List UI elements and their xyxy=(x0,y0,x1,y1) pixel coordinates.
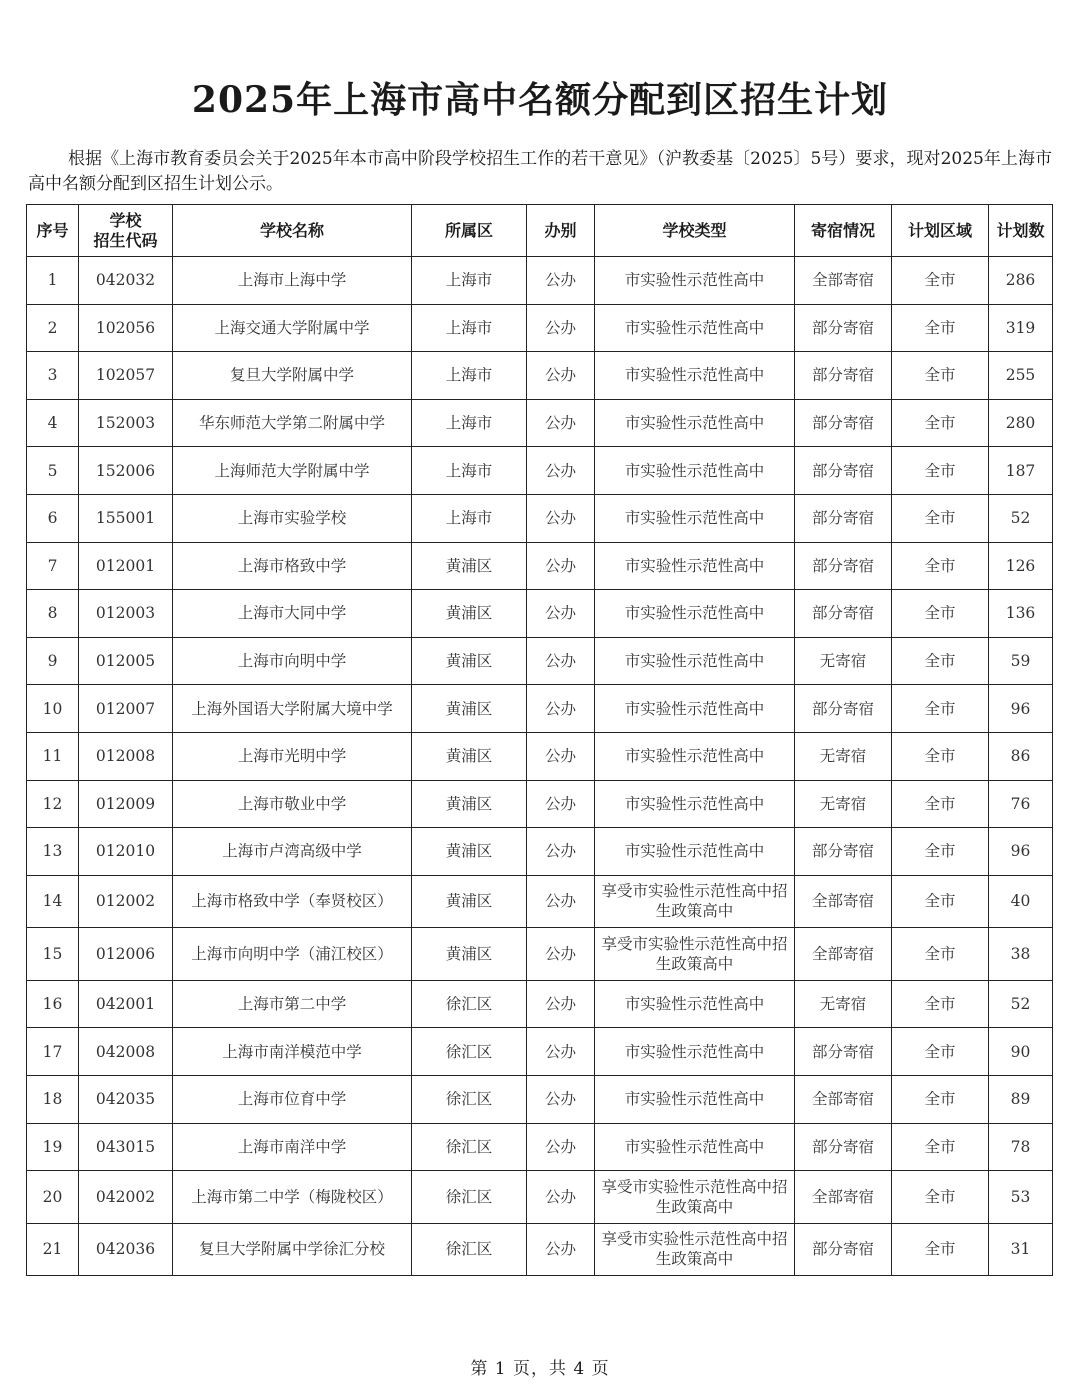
cell-code: 043015 xyxy=(79,1123,173,1171)
cell-plan-count: 255 xyxy=(989,352,1053,400)
cell-plan-area: 全市 xyxy=(892,637,989,685)
cell-plan-count: 59 xyxy=(989,637,1053,685)
table-row xyxy=(27,780,1053,828)
cell-school-type: 享受市实验性示范性高中招生政策高中 xyxy=(595,875,795,928)
table-row xyxy=(27,494,1053,542)
cell-boarding: 部分寄宿 xyxy=(795,828,892,876)
cell-plan-count: 76 xyxy=(989,780,1053,828)
cell-boarding: 部分寄宿 xyxy=(795,590,892,638)
cell-code: 042008 xyxy=(79,1028,173,1076)
cell-boarding: 全部寄宿 xyxy=(795,928,892,981)
header-code-line1: 学校 xyxy=(109,210,142,230)
cell-school-type: 市实验性示范性高中 xyxy=(595,828,795,876)
cell-school-name: 华东师范大学第二附属中学 xyxy=(173,399,412,447)
cell-code: 042036 xyxy=(79,1223,173,1276)
cell-seq: 1 xyxy=(27,257,79,305)
cell-school-type: 市实验性示范性高中 xyxy=(595,980,795,1028)
cell-ownership: 公办 xyxy=(527,1028,595,1076)
cell-code: 042001 xyxy=(79,980,173,1028)
cell-plan-count: 187 xyxy=(989,447,1053,495)
cell-code: 042032 xyxy=(79,257,173,305)
cell-boarding: 部分寄宿 xyxy=(795,1223,892,1276)
cell-school-type: 市实验性示范性高中 xyxy=(595,257,795,305)
header-code xyxy=(79,205,173,257)
cell-boarding: 全部寄宿 xyxy=(795,1171,892,1224)
cell-plan-count: 40 xyxy=(989,875,1053,928)
cell-school-type: 市实验性示范性高中 xyxy=(595,1028,795,1076)
cell-plan-count: 90 xyxy=(989,1028,1053,1076)
cell-plan-count: 280 xyxy=(989,399,1053,447)
cell-school-name: 上海市大同中学 xyxy=(173,590,412,638)
cell-seq: 14 xyxy=(27,875,79,928)
cell-ownership: 公办 xyxy=(527,399,595,447)
cell-school-name: 上海市位育中学 xyxy=(173,1075,412,1123)
cell-school-name: 复旦大学附属中学 xyxy=(173,352,412,400)
cell-seq: 11 xyxy=(27,732,79,780)
cell-school-name: 复旦大学附属中学徐汇分校 xyxy=(173,1223,412,1276)
cell-school-type: 市实验性示范性高中 xyxy=(595,732,795,780)
cell-plan-area: 全市 xyxy=(892,399,989,447)
cell-district: 黄浦区 xyxy=(412,590,527,638)
cell-seq: 21 xyxy=(27,1223,79,1276)
cell-ownership: 公办 xyxy=(527,1171,595,1224)
cell-code: 012010 xyxy=(79,828,173,876)
header-count: 计划数 xyxy=(989,205,1053,257)
cell-plan-count: 53 xyxy=(989,1171,1053,1224)
cell-school-name: 上海市敬业中学 xyxy=(173,780,412,828)
cell-boarding: 部分寄宿 xyxy=(795,304,892,352)
table-row xyxy=(27,1123,1053,1171)
cell-district: 徐汇区 xyxy=(412,1171,527,1224)
cell-seq: 16 xyxy=(27,980,79,1028)
cell-plan-count: 96 xyxy=(989,828,1053,876)
table-row xyxy=(27,980,1053,1028)
cell-ownership: 公办 xyxy=(527,494,595,542)
table-row xyxy=(27,928,1053,981)
cell-school-type: 市实验性示范性高中 xyxy=(595,1123,795,1171)
cell-code: 152003 xyxy=(79,399,173,447)
cell-code: 012006 xyxy=(79,928,173,981)
cell-boarding: 部分寄宿 xyxy=(795,685,892,733)
cell-seq: 7 xyxy=(27,542,79,590)
cell-ownership: 公办 xyxy=(527,875,595,928)
cell-ownership: 公办 xyxy=(527,928,595,981)
cell-boarding: 部分寄宿 xyxy=(795,352,892,400)
cell-seq: 4 xyxy=(27,399,79,447)
cell-plan-area: 全市 xyxy=(892,304,989,352)
cell-plan-count: 31 xyxy=(989,1223,1053,1276)
cell-ownership: 公办 xyxy=(527,685,595,733)
cell-code: 012005 xyxy=(79,637,173,685)
header-district: 所属区 xyxy=(412,205,527,257)
cell-ownership: 公办 xyxy=(527,1123,595,1171)
cell-plan-count: 78 xyxy=(989,1123,1053,1171)
cell-seq: 12 xyxy=(27,780,79,828)
document-title: 2025年上海市高中名额分配到区招生计划 xyxy=(191,79,889,121)
table-row xyxy=(27,828,1053,876)
cell-plan-area: 全市 xyxy=(892,1223,989,1276)
cell-school-name: 上海市第二中学 xyxy=(173,980,412,1028)
cell-district: 徐汇区 xyxy=(412,1223,527,1276)
cell-plan-count: 286 xyxy=(989,257,1053,305)
cell-ownership: 公办 xyxy=(527,447,595,495)
cell-code: 102057 xyxy=(79,352,173,400)
cell-ownership: 公办 xyxy=(527,637,595,685)
cell-seq: 5 xyxy=(27,447,79,495)
cell-boarding: 部分寄宿 xyxy=(795,542,892,590)
cell-school-type: 市实验性示范性高中 xyxy=(595,352,795,400)
cell-school-name: 上海外国语大学附属大境中学 xyxy=(173,685,412,733)
cell-district: 黄浦区 xyxy=(412,780,527,828)
cell-boarding: 全部寄宿 xyxy=(795,257,892,305)
table-header-row xyxy=(27,205,1053,257)
cell-school-type: 市实验性示范性高中 xyxy=(595,590,795,638)
page-footer: 第 1 页，共 4 页 xyxy=(470,1359,610,1379)
cell-seq: 13 xyxy=(27,828,79,876)
cell-school-type: 市实验性示范性高中 xyxy=(595,304,795,352)
cell-ownership: 公办 xyxy=(527,828,595,876)
cell-seq: 8 xyxy=(27,590,79,638)
header-ownership: 办别 xyxy=(527,205,595,257)
cell-school-name: 上海市南洋模范中学 xyxy=(173,1028,412,1076)
cell-code: 012002 xyxy=(79,875,173,928)
table-row xyxy=(27,447,1053,495)
cell-school-type: 市实验性示范性高中 xyxy=(595,637,795,685)
cell-district: 黄浦区 xyxy=(412,637,527,685)
cell-plan-area: 全市 xyxy=(892,542,989,590)
cell-plan-area: 全市 xyxy=(892,590,989,638)
table-row xyxy=(27,542,1053,590)
cell-plan-count: 86 xyxy=(989,732,1053,780)
table-row xyxy=(27,875,1053,928)
cell-school-type: 市实验性示范性高中 xyxy=(595,494,795,542)
cell-seq: 2 xyxy=(27,304,79,352)
cell-plan-area: 全市 xyxy=(892,980,989,1028)
cell-district: 黄浦区 xyxy=(412,542,527,590)
cell-school-name: 上海市实验学校 xyxy=(173,494,412,542)
cell-plan-area: 全市 xyxy=(892,1123,989,1171)
table-row xyxy=(27,1075,1053,1123)
cell-code: 042002 xyxy=(79,1171,173,1224)
cell-plan-area: 全市 xyxy=(892,447,989,495)
cell-school-name: 上海市向明中学（浦江校区） xyxy=(173,928,412,981)
table-row xyxy=(27,732,1053,780)
header-code-line2: 招生代码 xyxy=(93,230,158,250)
cell-boarding: 部分寄宿 xyxy=(795,1028,892,1076)
cell-boarding: 部分寄宿 xyxy=(795,1123,892,1171)
cell-district: 黄浦区 xyxy=(412,732,527,780)
cell-seq: 20 xyxy=(27,1171,79,1224)
cell-ownership: 公办 xyxy=(527,780,595,828)
cell-district: 徐汇区 xyxy=(412,1075,527,1123)
cell-seq: 10 xyxy=(27,685,79,733)
table-row xyxy=(27,399,1053,447)
cell-district: 黄浦区 xyxy=(412,928,527,981)
cell-ownership: 公办 xyxy=(527,590,595,638)
table-row xyxy=(27,1223,1053,1276)
table-row xyxy=(27,1028,1053,1076)
intro-paragraph: 根据《上海市教育委员会关于2025年本市高中阶段学校招生工作的若干意见》（沪教委基〔2025〕5号）要求，现对2025年上海市高中名额分配到区招生计划公示。 xyxy=(28,149,1052,194)
cell-code: 012007 xyxy=(79,685,173,733)
cell-district: 黄浦区 xyxy=(412,685,527,733)
cell-school-type: 市实验性示范性高中 xyxy=(595,399,795,447)
cell-code: 012008 xyxy=(79,732,173,780)
cell-school-name: 上海市光明中学 xyxy=(173,732,412,780)
cell-plan-area: 全市 xyxy=(892,494,989,542)
cell-seq: 15 xyxy=(27,928,79,981)
cell-school-name: 上海市第二中学（梅陇校区） xyxy=(173,1171,412,1224)
cell-seq: 3 xyxy=(27,352,79,400)
cell-seq: 19 xyxy=(27,1123,79,1171)
cell-plan-count: 52 xyxy=(989,494,1053,542)
cell-district: 上海市 xyxy=(412,352,527,400)
cell-plan-area: 全市 xyxy=(892,685,989,733)
cell-code: 012009 xyxy=(79,780,173,828)
cell-school-name: 上海市卢湾高级中学 xyxy=(173,828,412,876)
cell-district: 徐汇区 xyxy=(412,1123,527,1171)
header-boarding: 寄宿情况 xyxy=(795,205,892,257)
cell-plan-area: 全市 xyxy=(892,928,989,981)
cell-school-type: 市实验性示范性高中 xyxy=(595,685,795,733)
cell-plan-count: 38 xyxy=(989,928,1053,981)
cell-district: 上海市 xyxy=(412,494,527,542)
cell-school-type: 享受市实验性示范性高中招生政策高中 xyxy=(595,1171,795,1224)
cell-code: 042035 xyxy=(79,1075,173,1123)
cell-school-type: 享受市实验性示范性高中招生政策高中 xyxy=(595,1223,795,1276)
cell-boarding: 全部寄宿 xyxy=(795,1075,892,1123)
cell-plan-area: 全市 xyxy=(892,732,989,780)
cell-boarding: 无寄宿 xyxy=(795,780,892,828)
cell-district: 黄浦区 xyxy=(412,875,527,928)
enrollment-plan-table xyxy=(26,204,1053,1276)
cell-boarding: 无寄宿 xyxy=(795,637,892,685)
header-type: 学校类型 xyxy=(595,205,795,257)
cell-district: 徐汇区 xyxy=(412,1028,527,1076)
cell-boarding: 部分寄宿 xyxy=(795,399,892,447)
cell-ownership: 公办 xyxy=(527,732,595,780)
cell-ownership: 公办 xyxy=(527,542,595,590)
table-row xyxy=(27,590,1053,638)
table-row xyxy=(27,304,1053,352)
cell-plan-count: 136 xyxy=(989,590,1053,638)
cell-school-name: 上海交通大学附属中学 xyxy=(173,304,412,352)
cell-plan-area: 全市 xyxy=(892,828,989,876)
header-area: 计划区域 xyxy=(892,205,989,257)
cell-code: 152006 xyxy=(79,447,173,495)
header-name: 学校名称 xyxy=(173,205,412,257)
table-row xyxy=(27,257,1053,305)
cell-boarding: 无寄宿 xyxy=(795,980,892,1028)
cell-ownership: 公办 xyxy=(527,1223,595,1276)
cell-district: 徐汇区 xyxy=(412,980,527,1028)
cell-district: 上海市 xyxy=(412,399,527,447)
cell-plan-area: 全市 xyxy=(892,352,989,400)
header-seq: 序号 xyxy=(27,205,79,257)
cell-district: 黄浦区 xyxy=(412,828,527,876)
cell-plan-area: 全市 xyxy=(892,1028,989,1076)
cell-plan-area: 全市 xyxy=(892,1171,989,1224)
cell-plan-area: 全市 xyxy=(892,875,989,928)
cell-code: 012003 xyxy=(79,590,173,638)
cell-seq: 6 xyxy=(27,494,79,542)
cell-code: 012001 xyxy=(79,542,173,590)
cell-boarding: 全部寄宿 xyxy=(795,875,892,928)
cell-school-type: 市实验性示范性高中 xyxy=(595,780,795,828)
cell-school-type: 市实验性示范性高中 xyxy=(595,542,795,590)
cell-plan-count: 126 xyxy=(989,542,1053,590)
table-row xyxy=(27,1171,1053,1224)
cell-school-type: 市实验性示范性高中 xyxy=(595,1075,795,1123)
table-row xyxy=(27,352,1053,400)
cell-school-name: 上海市上海中学 xyxy=(173,257,412,305)
cell-school-name: 上海市格致中学 xyxy=(173,542,412,590)
table-body xyxy=(27,257,1053,1276)
cell-district: 上海市 xyxy=(412,304,527,352)
cell-plan-area: 全市 xyxy=(892,780,989,828)
cell-ownership: 公办 xyxy=(527,352,595,400)
cell-boarding: 部分寄宿 xyxy=(795,494,892,542)
cell-boarding: 无寄宿 xyxy=(795,732,892,780)
cell-school-type: 市实验性示范性高中 xyxy=(595,447,795,495)
cell-ownership: 公办 xyxy=(527,980,595,1028)
cell-plan-area: 全市 xyxy=(892,257,989,305)
cell-seq: 9 xyxy=(27,637,79,685)
cell-plan-count: 52 xyxy=(989,980,1053,1028)
cell-district: 上海市 xyxy=(412,257,527,305)
cell-district: 上海市 xyxy=(412,447,527,495)
cell-ownership: 公办 xyxy=(527,1075,595,1123)
cell-boarding: 部分寄宿 xyxy=(795,447,892,495)
cell-school-type: 享受市实验性示范性高中招生政策高中 xyxy=(595,928,795,981)
cell-school-name: 上海师范大学附属中学 xyxy=(173,447,412,495)
cell-seq: 18 xyxy=(27,1075,79,1123)
cell-plan-area: 全市 xyxy=(892,1075,989,1123)
cell-plan-count: 89 xyxy=(989,1075,1053,1123)
cell-ownership: 公办 xyxy=(527,257,595,305)
table-row xyxy=(27,685,1053,733)
table-row xyxy=(27,637,1053,685)
cell-ownership: 公办 xyxy=(527,304,595,352)
cell-school-name: 上海市向明中学 xyxy=(173,637,412,685)
cell-plan-count: 319 xyxy=(989,304,1053,352)
cell-school-name: 上海市格致中学（奉贤校区） xyxy=(173,875,412,928)
cell-school-name: 上海市南洋中学 xyxy=(173,1123,412,1171)
cell-plan-count: 96 xyxy=(989,685,1053,733)
cell-code: 155001 xyxy=(79,494,173,542)
cell-code: 102056 xyxy=(79,304,173,352)
cell-seq: 17 xyxy=(27,1028,79,1076)
